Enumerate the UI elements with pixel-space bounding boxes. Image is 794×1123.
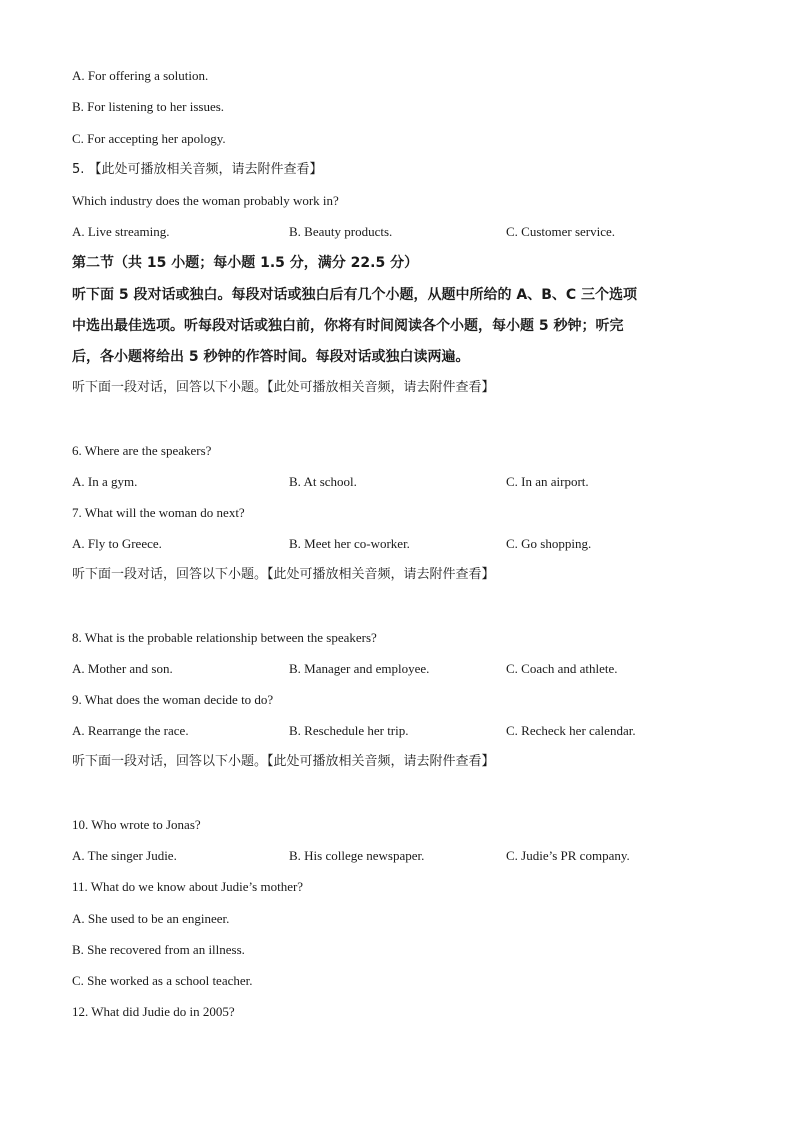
q10-option-c: C. Judie’s PR company. [506, 848, 630, 863]
q9-option-b: B. Reschedule her trip. [289, 723, 409, 738]
q6-option-c: C. In an airport. [506, 474, 589, 489]
q7-question: 7. What will the woman do next? [72, 505, 245, 520]
q9-question: 9. What does the woman decide to do? [72, 692, 274, 707]
q7-option-b: B. Meet her co-worker. [289, 536, 410, 551]
q7-option-a: A. Fly to Greece. [72, 536, 162, 551]
q8-option-c: C. Coach and athlete. [506, 661, 618, 676]
q11-question: 11. What do we know about Judie’s mother? [72, 879, 304, 894]
q12-question: 12. What did Judie do in 2005? [72, 1004, 235, 1019]
group2-prompt: 听下面一段对话，回答以下小题。【此处可播放相关音频，请去附件查看】 [72, 567, 495, 582]
q5-question: Which industry does the woman probably work in? [72, 193, 339, 208]
q11-option-c: C. She worked as a school teacher. [72, 973, 253, 988]
section2-instruction-2: 中选出最佳选项。听每段对话或独白前，你将有时间阅读各个小题，每小题 5 秒钟；听完 [72, 318, 624, 334]
q11-option-a: A. She used to be an engineer. [72, 911, 230, 926]
q6-question: 6. Where are the speakers? [72, 443, 212, 458]
group1-prompt: 听下面一段对话，回答以下小题。【此处可播放相关音频，请去附件查看】 [72, 380, 495, 395]
section2-instruction-1: 听下面 5 段对话或独白。每段对话或独白后有几个小题，从题中所给的 A、B、C 三个选项 [72, 287, 638, 303]
q4-option-c: C. For accepting her apology. [72, 131, 226, 146]
q6-option-a: A. In a gym. [72, 474, 138, 489]
q9-option-a: A. Rearrange the race. [72, 723, 189, 738]
q8-question: 8. What is the probable relationship between the speakers? [72, 630, 377, 645]
q8-option-a: A. Mother and son. [72, 661, 173, 676]
q8-option-b: B. Manager and employee. [289, 661, 430, 676]
q5-audio-note: 5. 【此处可播放相关音频，请去附件查看】 [72, 162, 323, 177]
q10-option-a: A. The singer Judie. [72, 848, 177, 863]
section2-title: 第二节（共 15 小题；每小题 1.5 分，满分 22.5 分） [72, 255, 419, 271]
q5-option-a: A. Live streaming. [72, 224, 170, 239]
q10-option-b: B. His college newspaper. [289, 848, 425, 863]
q5-option-c: C. Customer service. [506, 224, 616, 239]
q10-question: 10. Who wrote to Jonas? [72, 817, 201, 832]
q6-option-b: B. At school. [289, 474, 357, 489]
q4-option-a: A. For offering a solution. [72, 68, 209, 83]
q4-option-b: B. For listening to her issues. [72, 99, 225, 114]
q5-option-b: B. Beauty products. [289, 224, 393, 239]
group3-prompt: 听下面一段对话，回答以下小题。【此处可播放相关音频，请去附件查看】 [72, 754, 495, 769]
q7-option-c: C. Go shopping. [506, 536, 592, 551]
section2-instruction-3: 后，各小题将给出 5 秒钟的作答时间。每段对话或独白读两遍。 [72, 349, 470, 365]
q9-option-c: C. Recheck her calendar. [506, 723, 636, 738]
q11-option-b: B. She recovered from an illness. [72, 942, 245, 957]
